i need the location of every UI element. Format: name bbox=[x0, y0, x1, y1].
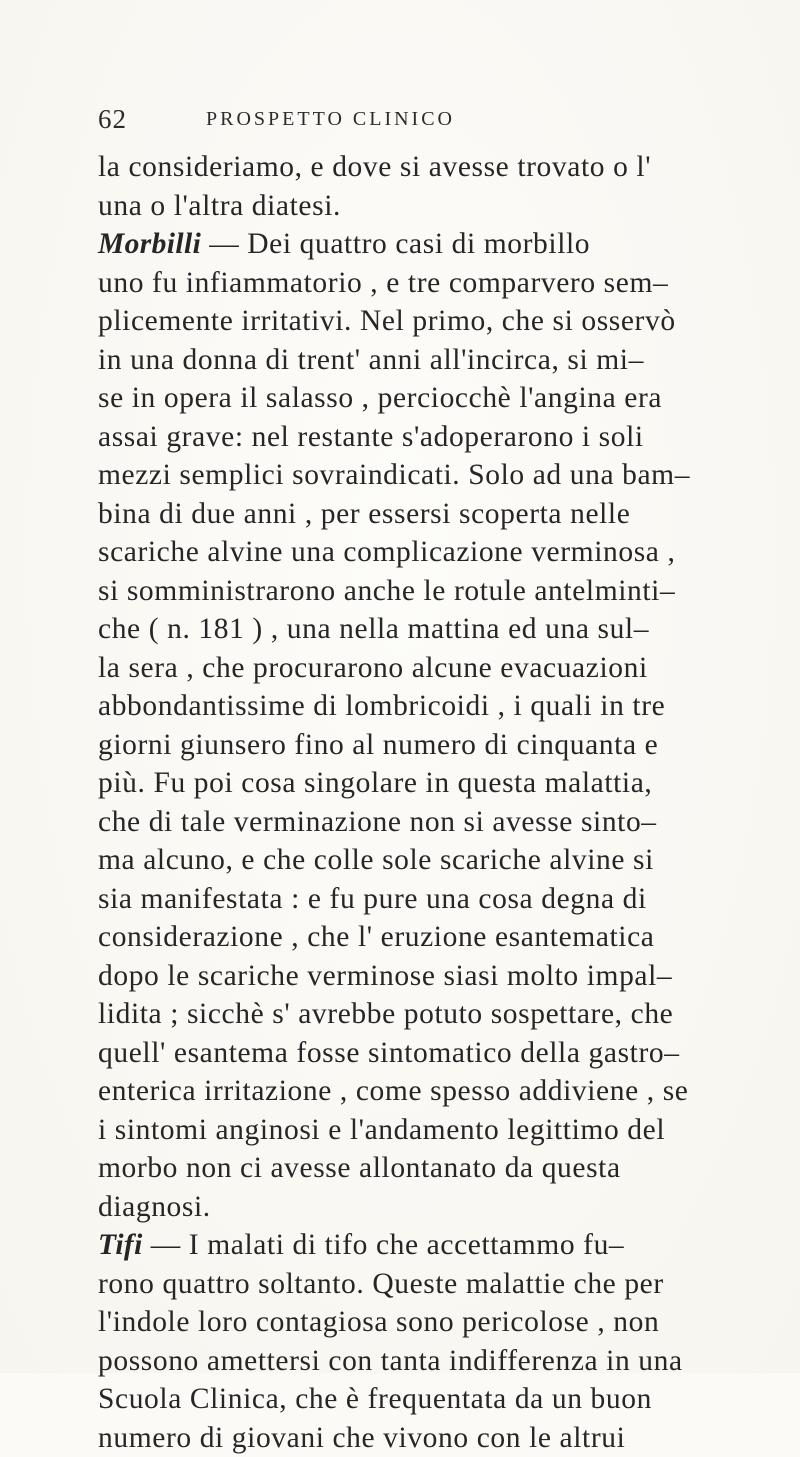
text-line: la consideriamo, e dove si avesse trovato o l' bbox=[98, 148, 758, 187]
running-head: PROSPETTO CLINICO bbox=[206, 108, 455, 131]
text-line: quell' esantema fosse sintomatico della gastro– bbox=[98, 1034, 758, 1073]
text-line: assai grave: nel restante s'adoperarono i soli bbox=[98, 418, 758, 457]
text-line: morbo non ci avesse allontanato da questa bbox=[98, 1149, 758, 1188]
text-line: rono quattro soltanto. Queste malattie che per bbox=[98, 1265, 758, 1304]
text-line: che di tale verminazione non si avesse sinto– bbox=[98, 803, 758, 842]
text-line: enterica irritazione , come spesso addiviene , se bbox=[98, 1072, 758, 1111]
text-line: si somministrarono anche le rotule antelminti– bbox=[98, 572, 758, 611]
text-line: sia manifestata : e fu pure una cosa degna di bbox=[98, 880, 758, 919]
text-line-section-morbilli bbox=[98, 225, 758, 264]
text-line: uno fu infiammatorio , e tre comparvero sem– bbox=[98, 264, 758, 303]
text-line-rest: — I malati di tifo che accettammo fu– bbox=[151, 1229, 625, 1261]
section-title-tifi: Tifi bbox=[98, 1229, 143, 1261]
text-line: considerazione , che l' eruzione esantematica bbox=[98, 918, 758, 957]
text-line: una o l'altra diatesi. bbox=[98, 187, 758, 226]
text-line: i sintomi anginosi e l'andamento legittimo del bbox=[98, 1111, 758, 1150]
text-line: ma alcuno, e che colle sole scariche alvine si bbox=[98, 841, 758, 880]
body-text bbox=[98, 148, 758, 1457]
text-line-section-tifi bbox=[98, 1226, 758, 1265]
text-line-rest: — Dei quattro casi di morbillo bbox=[209, 228, 590, 260]
text-line: possono amettersi con tanta indifferenza in una bbox=[98, 1342, 758, 1381]
text-line: in una donna di trent' anni all'incirca, si mi– bbox=[98, 341, 758, 380]
text-line: se in opera il salasso , perciocchè l'angina era bbox=[98, 379, 758, 418]
text-line: giorni giunsero fino al numero di cinquanta e bbox=[98, 726, 758, 765]
text-line: plicemente irritativi. Nel primo, che si osservò bbox=[98, 302, 758, 341]
text-line: la sera , che procurarono alcune evacuazioni bbox=[98, 649, 758, 688]
text-line: numero di giovani che vivono con le altrui bbox=[98, 1419, 758, 1457]
text-line: l'indole loro contagiosa sono pericolose , non bbox=[98, 1303, 758, 1342]
text-line: Scuola Clinica, che è frequentata da un buon bbox=[98, 1380, 758, 1419]
text-line: diagnosi. bbox=[98, 1188, 758, 1227]
text-line: abbondantissime di lombricoidi , i quali in tre bbox=[98, 687, 758, 726]
text-line: più. Fu poi cosa singolare in questa malattia, bbox=[98, 764, 758, 803]
text-line: mezzi semplici sovraindicati. Solo ad una bam– bbox=[98, 456, 758, 495]
text-line: lidita ; sicchè s' avrebbe potuto sospettare, che bbox=[98, 995, 758, 1034]
page-number: 62 bbox=[98, 104, 127, 135]
text-line: dopo le scariche verminose siasi molto impal– bbox=[98, 957, 758, 996]
text-line: che ( n. 181 ) , una nella mattina ed una sul– bbox=[98, 610, 758, 649]
page-header bbox=[98, 104, 728, 140]
section-title-morbilli: Morbilli bbox=[98, 228, 201, 260]
text-line: bina di due anni , per essersi scoperta nelle bbox=[98, 495, 758, 534]
text-line: scariche alvine una complicazione verminosa , bbox=[98, 533, 758, 572]
